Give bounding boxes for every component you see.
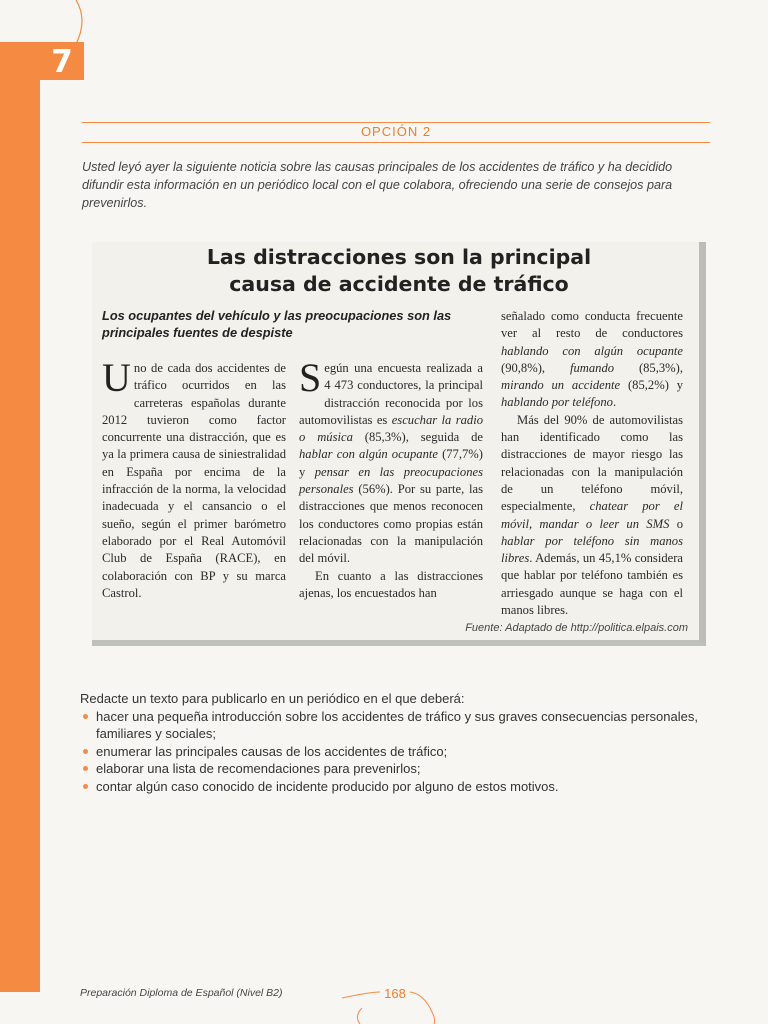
column-3-text-a: señalado como conducta frecuente ver al resto de conductores [501,309,683,341]
bullet-icon [83,749,88,754]
headline-line-2: causa de accidente de tráfico [229,272,569,296]
decorative-curve [40,0,110,45]
column-2-text-e: (77,7%) y [299,447,483,479]
column-2-paragraph-2: En cuanto a las distracciones ajenas, los encuestados han [299,568,483,600]
option-title: OPCIÓN 2 [360,124,432,139]
task-item: hacer una pequeña introducción sobre los accidentes de tráfico y sus graves consecuencias personales, familiares y sociales; [80,708,720,743]
column-2-text-c: (85,3%), seguida de [352,430,483,445]
column-3-p2-em-2: hablar por teléfono sin manos libres [501,533,683,566]
column-3-em-3: mirando un accidente [501,378,621,393]
intro-text: Usted leyó ayer la siguiente noticia sobre las causas principales de los accidentes de tráfico y ha decidido difundir esta información en un periódico local con el que colabora, ofreciendo una serie de consejos para prevenirlos. [82,160,673,210]
article-source: Fuente: Adaptado de http://politica.elpais.com [465,622,688,634]
dropcap-u: U [102,355,131,400]
chapter-number: 7 [51,44,73,80]
task-item: contar algún caso conocido de incidente producido por alguno de estos motivos. [80,778,720,796]
task-item: elaborar una lista de recomendaciones para prevenirlos; [80,760,720,778]
bullet-icon [83,714,88,719]
article-headline [92,244,706,298]
column-3-p2-a: Más del 90% de automovilistas han identificado como las distracciones de mayor riesgo las relacionadas con la manipulación de un teléfono móvil, especialmente, [501,412,683,514]
dropcap-s: S [299,355,322,400]
column-3-text-c: (90,8%), [501,360,570,375]
column-1-text: no de cada dos accidentes de tráfico ocurridos en las carreteras españolas durante 2012 tuvieron como factor concurrente una distracción, que es ya la primera causa de siniestralidad en España por encima de la infracción de la norma, la velocidad inadecuada y el cansancio o el sueño, según el primer barómetro elaborado por el Real Automóvil Club de España (RACE), en colaboración con BP y su marca Castrol. [102,361,286,600]
task-list [80,708,720,796]
column-2-text-g: (56%). Por su parte, las distracciones que menos reconocen los conductores como propias están relacionadas con la manipulación del móvil. [299,482,483,566]
column-2-text-a: egún una encuesta realizada a 4 473 conductores, la principal distracción reconocida por los automovilistas es [299,361,483,427]
column-3-text-i: . [612,395,617,410]
page-number: 168 [384,986,406,1001]
task-lead: Redacte un texto para publicarlo en un periódico en el que deberá: [80,691,465,706]
column-3-paragraph-2 [501,412,683,620]
column-3-p2-e: . Además, un 45,1% considera que hablar por teléfono también es arriesgado aunque se haga con el manos libres. [501,551,683,618]
bullet-icon [83,784,88,789]
option-rule [82,142,710,143]
column-2-em-1: escuchar la radio o música [299,412,483,445]
article-column-3 [501,308,683,619]
task-instructions [80,690,720,795]
top-rule [82,122,710,123]
column-3-text-g: (85,2%) y [620,378,683,393]
column-2-em-2: hablar con algún ocupante [299,447,438,462]
page-number-ornament [340,978,450,1024]
column-2-em-3: pensar en las preocupaciones personales [299,464,483,497]
column-3-em-1: hablando con algún ocupante [501,343,683,358]
column-3-text-e: (85,3%), [614,360,684,375]
article-subhead: Los ocupantes del vehículo y las preocupaciones son las principales fuentes de despiste [102,308,452,340]
article-column-1 [102,355,286,602]
column-3-p2-c: o [669,516,683,531]
chapter-side-bar [0,42,40,992]
column-3-em-2: fumando [569,360,615,375]
footer-book-title: Preparación Diploma de Español (Nivel B2) [80,987,283,999]
column-3-p2-em-1: chatear por el móvil, mandar o leer un SMS [501,499,684,531]
column-3-em-4: hablando por teléfono [501,395,613,410]
headline-line-1: Las distracciones son la principal [206,245,592,269]
bullet-icon [83,766,88,771]
task-item: enumerar las principales causas de los accidentes de tráfico; [80,743,720,761]
article-column-2 [299,355,483,602]
